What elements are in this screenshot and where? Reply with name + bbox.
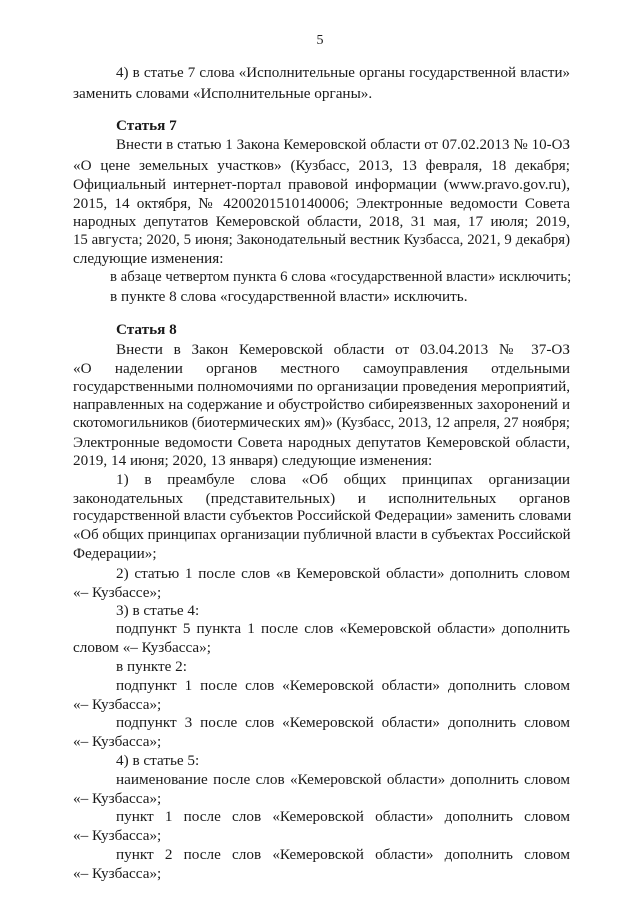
text-line: государственной власти субъектов Российской Федерации» заменить словами xyxy=(73,508,572,524)
text-line: пункт 2 после слов «Кемеровской области» дополнить словом xyxy=(116,846,570,863)
text-line: 2015, 14 октября, № 4200201510140006; Электронные ведомости Совета xyxy=(73,195,570,212)
text-line: в абзаце четвертом пункта 6 слова «государственной власти» исключить; xyxy=(110,269,572,285)
text-line: «– Кузбасса»; xyxy=(73,790,162,807)
text-line: «– Кузбассе»; xyxy=(73,584,162,601)
text-line: 2019, 14 июня; 2020, 13 января) следующие изменения: xyxy=(73,452,433,469)
text-line: Внести в Закон Кемеровской области от 03.04.2013 № 37-ОЗ xyxy=(116,341,570,358)
text-line: подпункт 1 после слов «Кемеровской области» дополнить словом xyxy=(116,677,570,694)
text-line: пункт 1 после слов «Кемеровской области» дополнить словом xyxy=(116,808,570,825)
text-line: «Об общих принципах организации публичной власти в субъектах Российской xyxy=(73,527,571,543)
text-line: 4) в статье 7 слова «Исполнительные органы государственной власти» xyxy=(116,65,570,81)
text-line: Внести в статью 1 Закона Кемеровской области от 07.02.2013 № 10-ОЗ xyxy=(116,137,570,153)
text-line: 3) в статье 4: xyxy=(116,602,200,619)
article-8-heading: Статья 8 xyxy=(116,321,177,338)
text-line: законодательных (представительных) и исполнительных органов xyxy=(73,490,570,507)
text-line: подпункт 3 после слов «Кемеровской области» дополнить словом xyxy=(116,714,570,731)
text-line: «О наделении органов местного самоуправления отдельными xyxy=(73,360,570,377)
page-number: 5 xyxy=(316,33,324,48)
text-line: словом «– Кузбасса»; xyxy=(73,639,211,656)
text-line: 4) в статье 5: xyxy=(116,752,200,769)
text-line: Официальный интернет-портал правовой информации (www.pravo.gov.ru), xyxy=(73,176,570,193)
text-line: Федерации»; xyxy=(73,545,157,562)
text-line: 1) в преамбуле слова «Об общих принципах организации xyxy=(116,471,570,488)
text-line: народных депутатов Кемеровской области, 2018, 31 мая, 17 июля; 2019, xyxy=(73,213,570,230)
text-line: следующие изменения: xyxy=(73,250,224,267)
text-line: 2) статью 1 после слов «в Кемеровской области» дополнить словом xyxy=(116,565,570,582)
text-line: в пункте 2: xyxy=(116,658,187,675)
text-line: в пункте 8 слова «государственной власти» исключить. xyxy=(110,288,468,305)
text-line: подпункт 5 пункта 1 после слов «Кемеровской области» дополнить xyxy=(116,620,570,637)
text-line: заменить словами «Исполнительные органы». xyxy=(73,85,373,102)
text-line: 15 августа; 2020, 5 июня; Законодательный вестник Кузбасса, 2021, 9 декабря) xyxy=(73,232,570,248)
text-line: «О цене земельных участков» (Кузбасс, 2013, 13 февраля, 18 декабря; xyxy=(73,157,570,174)
text-line: «– Кузбасса»; xyxy=(73,696,162,713)
text-line: «– Кузбасса»; xyxy=(73,827,162,844)
text-line: Электронные ведомости Совета народных депутатов Кемеровской области, xyxy=(73,434,570,451)
text-line: государственными полномочиями по организации проведения мероприятий, xyxy=(73,378,570,395)
text-line: направленных на содержание и обустройство сибиреязвенных захоронений и xyxy=(73,397,570,413)
text-line: скотомогильников (биотермических ям)» (Кузбасс, 2013, 12 апреля, 27 ноября; xyxy=(73,415,570,431)
text-line: «– Кузбасса»; xyxy=(73,733,162,750)
text-line: наименование после слов «Кемеровской области» дополнить словом xyxy=(116,771,570,788)
article-7-heading: Статья 7 xyxy=(116,117,177,134)
text-line: «– Кузбасса»; xyxy=(73,865,162,882)
